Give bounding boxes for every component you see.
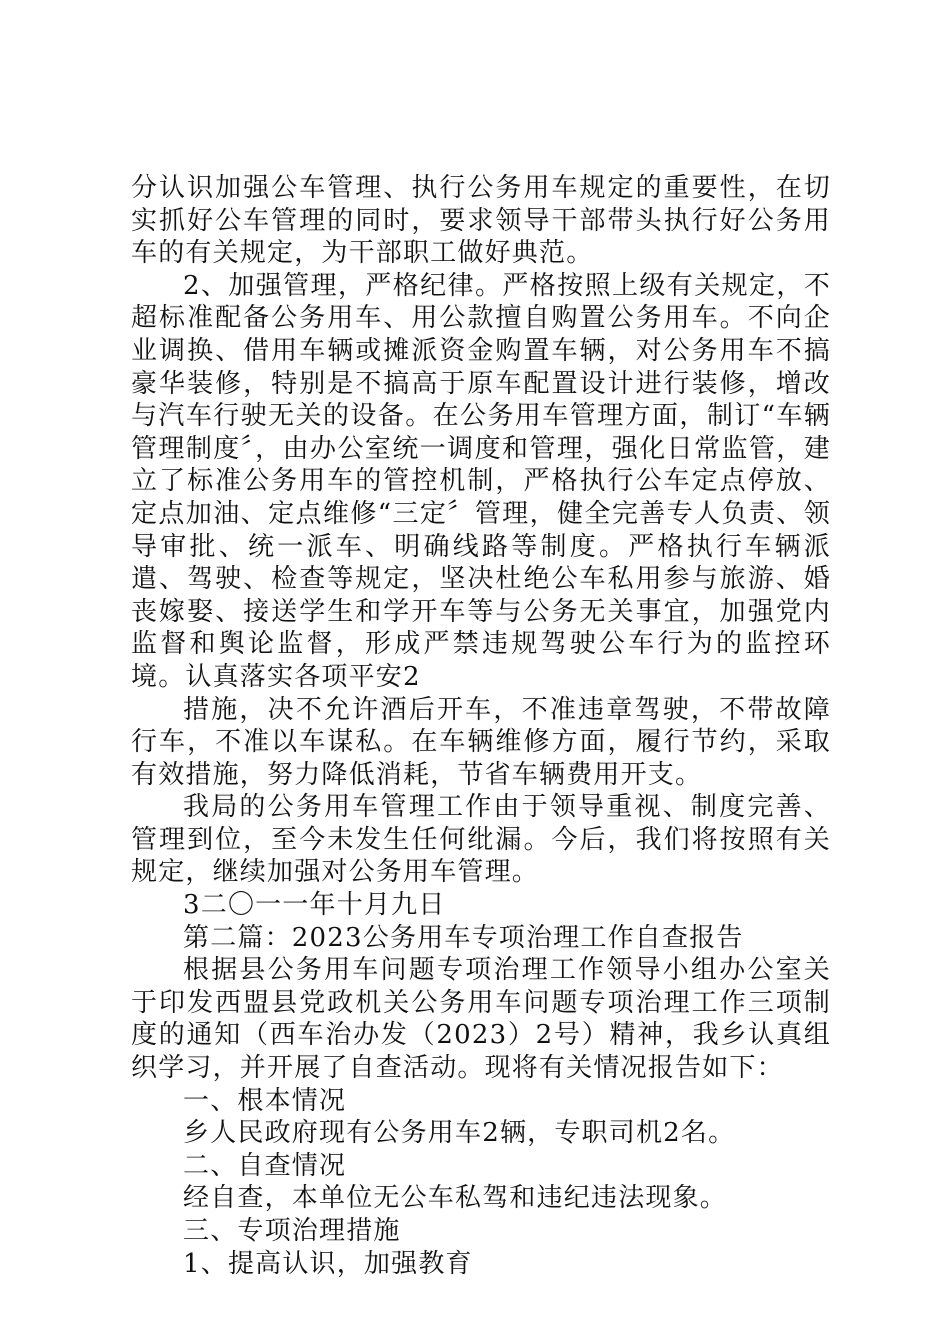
heading-basic-situation: 一、根本情况 bbox=[183, 1085, 347, 1116]
paragraph-conclusion: 我局的公务用车管理工作由于领导重视、制度完善、管理到位，至今未发生任何纰漏。今后，我们将按照有关规定，继续加强对公务用车管理。 bbox=[131, 792, 831, 888]
paragraph-introduction: 根据县公务用车问题专项治理工作领导小组办公室关于印发西盟县党政机关公务用车问题专项治理工作三项制度的通知（西车治办发（2023）2号）精神，我乡认真组织学习，并开展了自查活动。现将有关情况报告如下： bbox=[131, 955, 831, 1084]
paragraph-safety-measures: 措施，决不允许酒后开车，不准违章驾驶，不带故障行车，不准以车谋私。在车辆维修方面，履行节约，采取有效措施，努力降低消耗，节省车辆费用开支。 bbox=[131, 694, 831, 790]
heading-self-inspection: 二、自查情况 bbox=[183, 1150, 347, 1181]
date-line: 3二〇一一年十月九日 bbox=[183, 890, 446, 921]
paragraph-continuation: 分认识加强公车管理、执行公务用车规定的重要性，在切实抓好公车管理的同时，要求领导干部带头执行好公务用车的有关规定，为干部职工做好典范。 bbox=[131, 173, 831, 269]
heading-governance-measures: 三、专项治理措施 bbox=[183, 1216, 401, 1246]
paragraph-inspection-result: 经自查，本单位无公车私驾和违纪违法现象。 bbox=[183, 1183, 728, 1214]
document-body bbox=[131, 172, 831, 1280]
paragraph-strengthen-management: 2、加强管理，严格纪律。严格按照上级有关规定，不超标准配备公务用车、用公款擅自购置公务用车。不向企业调换、借用车辆或摊派资金购置车辆，对公务用车不搞豪华装修，特别是不搞高于原车配置设计进行装修，增改与汽车行驶无关的设备。在公务用车管理方面，制订“车辆管理制度〞，由办公室统一调度和管理，强化日常监管，建立了标准公务用车的管控机制，严格执行公车定点停放、定点加油、定点维修“三定〞管理，健全完善专人负责、领导审批、统一派车、明确线路等制度。严格执行车辆派遣、驾驶、检查等规定，坚决杜绝公车私用参与旅游、婚丧嫁娶、接送学生和学开车等与公务无关事宜，加强党内监督和舆论监督，形成严禁违规驾驶公车行为的监控环境。认真落实各项平安2 bbox=[131, 270, 831, 692]
paragraph-vehicle-count: 乡人民政府现有公务用车2辆，专职司机2名。 bbox=[183, 1118, 736, 1149]
subheading-raise-awareness: 1、提高认识，加强教育 bbox=[183, 1248, 473, 1279]
section-title-part-two: 第二篇：2023公务用车专项治理工作自查报告 bbox=[183, 922, 744, 953]
